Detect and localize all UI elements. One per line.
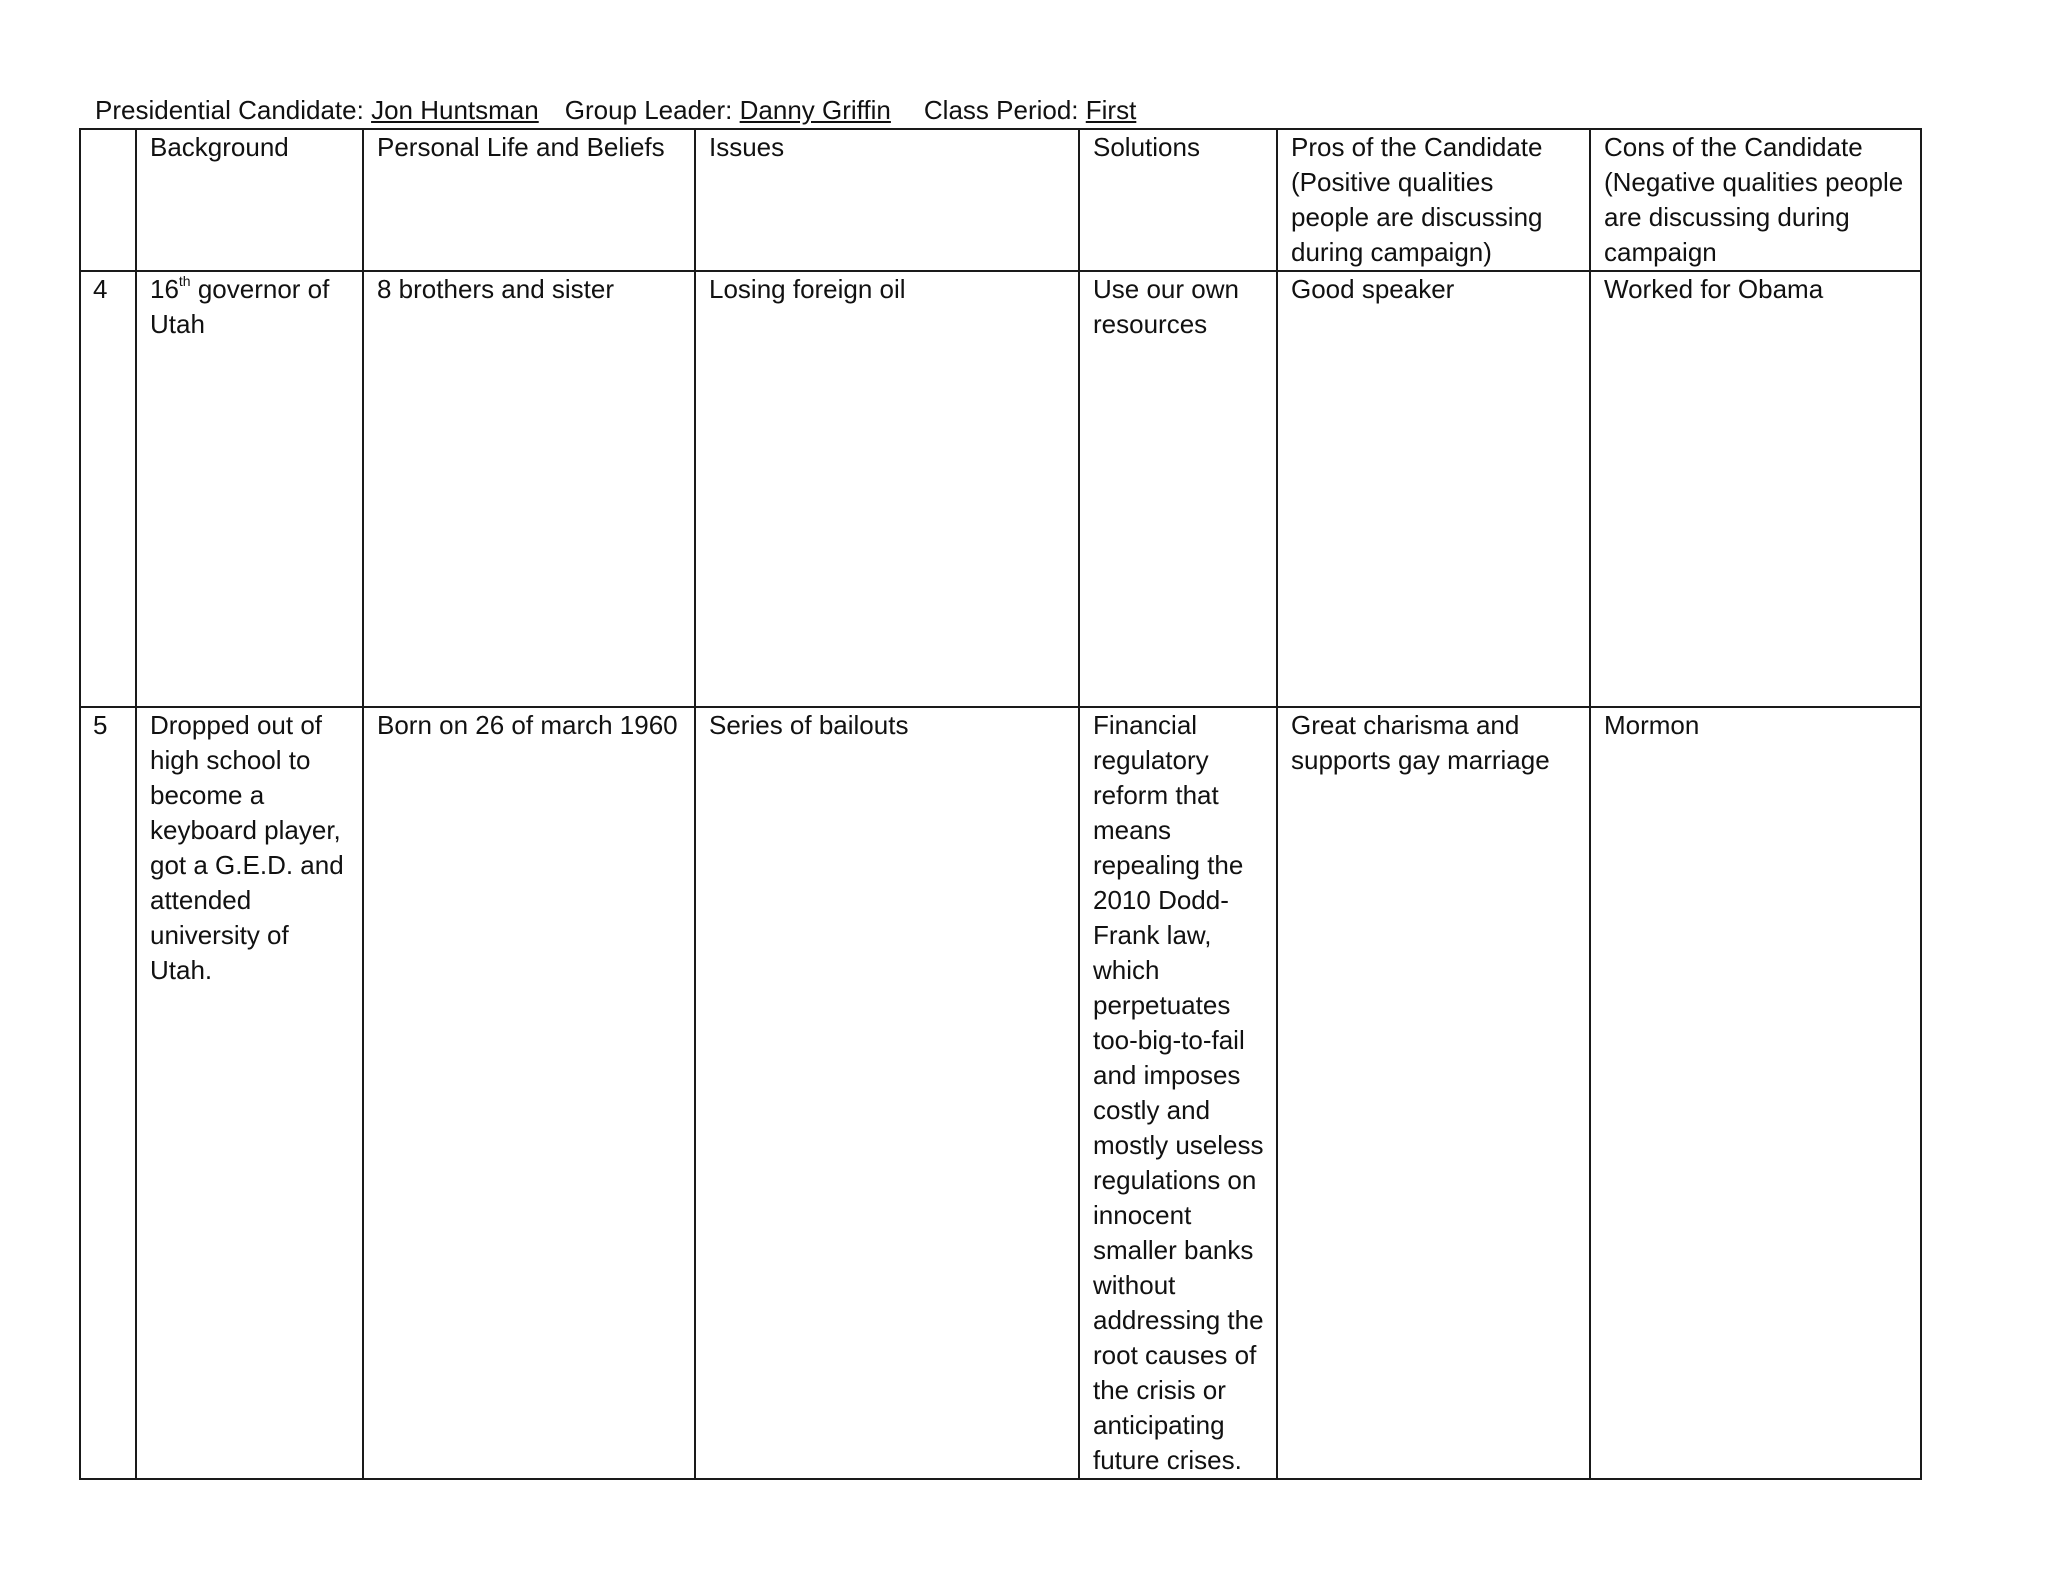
- cell-personal: Born on 26 of march 1960: [363, 707, 695, 1479]
- header-cell-issues: Issues: [695, 129, 1079, 271]
- row-number: 5: [80, 707, 136, 1479]
- table-header-row: [80, 129, 1921, 271]
- period-value: First: [1085, 95, 1137, 125]
- cell-personal: 8 brothers and sister: [363, 271, 695, 707]
- row-number: 4: [80, 271, 136, 707]
- leader-value: Danny Griffin: [739, 95, 891, 125]
- cell-background: Dropped out of high school to become a keyboard player, got a G.E.D. and attended university of Utah.: [136, 707, 363, 1479]
- header-cell-pros: Pros of the Candidate (Positive qualities people are discussing during campaign): [1277, 129, 1590, 271]
- header-cell-personal: Personal Life and Beliefs: [363, 129, 695, 271]
- candidate-value: Jon Huntsman: [371, 95, 539, 125]
- cell-pros: Good speaker: [1277, 271, 1590, 707]
- cell-cons: Worked for Obama: [1590, 271, 1921, 707]
- cell-pros: Great charisma and supports gay marriage: [1277, 707, 1590, 1479]
- cell-cons: Mormon: [1590, 707, 1921, 1479]
- cell-solutions: Use our own resources: [1079, 271, 1277, 707]
- leader-label: Group Leader:: [564, 95, 733, 125]
- period-label: Class Period:: [923, 95, 1079, 125]
- cell-issues: Series of bailouts: [695, 707, 1079, 1479]
- header-cell-number: [80, 129, 136, 271]
- background-rest: governor of Utah: [150, 274, 330, 339]
- cell-background: [136, 271, 363, 707]
- cell-issues: Losing foreign oil: [695, 271, 1079, 707]
- background-ordinal: 16: [150, 274, 179, 304]
- header-cell-background: Background: [136, 129, 363, 271]
- table-row: [80, 707, 1921, 1479]
- header-cell-solutions: Solutions: [1079, 129, 1277, 271]
- background-ordinal-suffix: th: [178, 273, 191, 290]
- document-header: [95, 93, 1136, 127]
- candidate-label: Presidential Candidate:: [95, 95, 364, 125]
- header-cell-cons: Cons of the Candidate (Negative qualities people are discussing during campaign: [1590, 129, 1921, 271]
- table-row: [80, 271, 1921, 707]
- candidate-table: [79, 128, 1922, 1480]
- cell-solutions: Financial regulatory reform that means repealing the 2010 Dodd-Frank law, which perpetuates too-big-to-fail and imposes costly and mostly useless regulations on innocent smaller banks without addressing the root causes of the crisis or anticipating future crises.: [1079, 707, 1277, 1479]
